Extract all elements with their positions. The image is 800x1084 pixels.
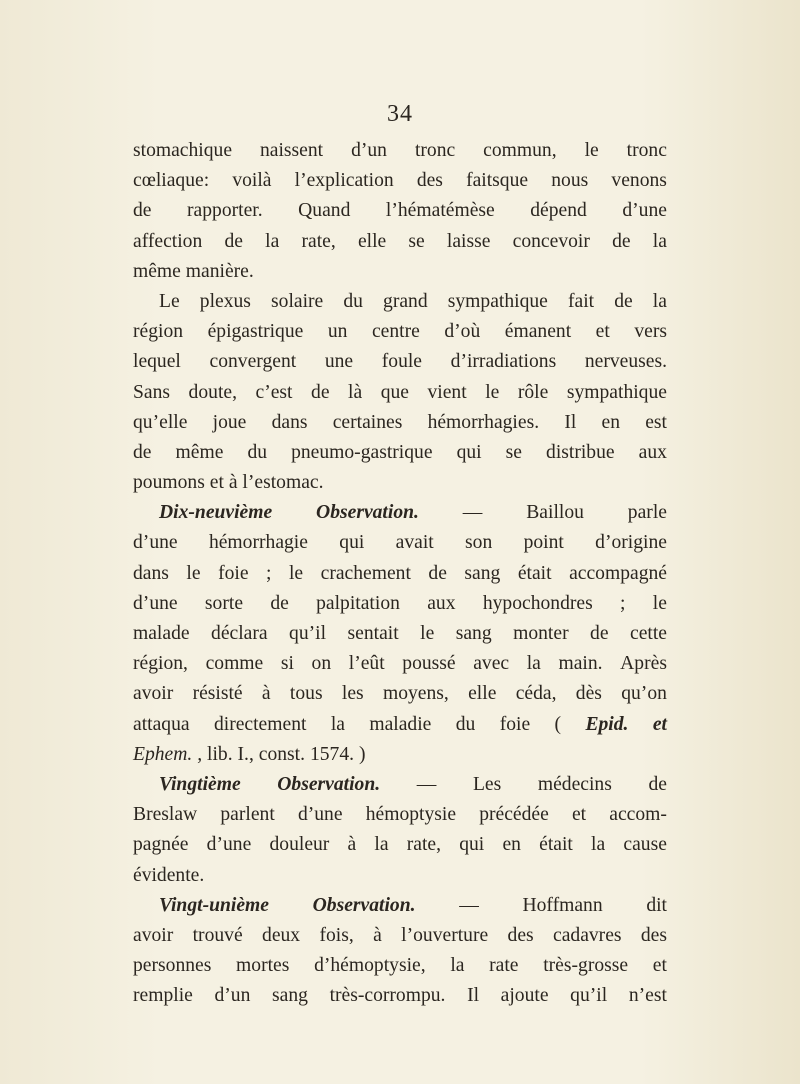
word: — [416,773,437,795]
word: d’une [206,834,252,856]
word: const. [258,743,306,765]
word: rôle [517,381,549,403]
word: ( [554,713,562,735]
word: aux [638,441,667,463]
text-line [133,679,667,709]
word: poussé [402,653,456,675]
word: avoir [133,924,174,946]
word: une [324,351,354,373]
italic-word: Observation. [312,894,416,916]
word: avoir [133,683,174,705]
word: à [261,683,271,705]
text-line [133,619,667,649]
word: aux [427,592,456,614]
word: centre [371,321,420,343]
word: épigastrique [207,321,304,343]
word: Le [159,290,180,312]
word: cadavres [553,924,622,946]
word: qui [339,532,365,554]
word: la [374,834,389,856]
text-line [133,438,667,468]
word: d’où [444,321,481,343]
word: parlent [220,804,275,826]
word: l’eût [348,653,385,675]
text-line [133,921,667,951]
word: venons [611,170,667,192]
word: rapporter. [187,200,263,222]
word: Hoffmann [522,894,603,916]
word: 1574. [309,743,355,765]
word: précédée [479,804,549,826]
word: dépend [530,200,587,222]
word: rate [489,955,519,977]
word: vient [427,381,467,403]
text-line [133,559,667,589]
word: qui [459,834,485,856]
word: la [450,955,465,977]
word: faitsque [466,170,529,192]
word: ; [620,592,626,614]
word: qu’on [621,683,667,705]
word: accompagné [569,562,667,584]
word: hypochondres [482,592,593,614]
text-line [133,589,667,619]
word: deux [262,924,301,946]
word: convergent [209,351,297,373]
word: le [652,592,667,614]
word: la [330,713,345,735]
italic-word: Ephem. [133,743,193,765]
word: émanent [504,321,572,343]
word: d’une [133,532,178,554]
word: joue [212,411,247,433]
word: à [347,834,357,856]
text-line [133,498,667,528]
word: Après [620,653,667,675]
word: de [612,230,631,252]
italic-word: Observation. [277,773,381,795]
word: tronc [626,140,667,161]
word: directement [213,713,307,735]
word: pneumo-gastrique [291,441,433,463]
word: personnes [133,955,212,977]
italic-word: Observation. [316,502,419,524]
word: parle [627,502,667,524]
word: foie [499,713,531,735]
word: des [416,170,443,192]
italic-word: Epid. [585,713,629,735]
word: dans [271,411,308,433]
word: Les [472,773,502,795]
word: — [459,894,479,916]
word: et [209,472,224,494]
body-text [133,136,667,1011]
word: évidente. [133,864,205,886]
word: on [311,653,332,675]
word: la [526,653,541,675]
italic-word: Dix-neuvième [159,502,273,524]
word: l’explication [294,170,394,192]
word: malade [133,623,190,644]
word: des [507,924,534,946]
word: était [517,562,552,584]
word: l’hématémèse [385,200,495,222]
text-line [133,196,667,226]
word: les [341,683,364,705]
text-line [133,257,667,287]
word: même [133,260,181,282]
word: sang [464,562,501,584]
word: Quand [298,200,351,222]
word: du [247,441,268,463]
word: poumons [133,472,205,494]
word: du [343,290,363,312]
word: cette [630,623,667,644]
word: hémorrhagie [208,532,308,554]
word: crachement [320,562,411,584]
word: le [485,381,500,403]
word: même [175,441,224,463]
word: son [465,532,493,554]
word: résisté [192,683,243,705]
word: très-corrompu. [329,985,446,1007]
word: en [502,834,521,856]
word: ) [358,743,366,765]
word: affection [133,230,203,252]
word: l’estomac. [242,472,324,494]
text-line [133,800,667,830]
word: sorte [204,592,244,614]
word: est [645,411,667,433]
word: d’hémoptysie, [314,955,426,977]
word: de [133,441,152,463]
word: tous [289,683,323,705]
word: stomachique [133,140,233,161]
word: si [280,653,294,675]
word: tronc [414,140,456,161]
word: qu’elle [133,411,188,433]
word: de [614,290,633,312]
word: rate, [406,834,442,856]
word: et [595,321,610,343]
word: elle [357,230,387,252]
word: commun, [483,140,557,161]
text-line [133,740,667,770]
word: sympathique [447,290,548,312]
word: Breslaw [133,804,198,826]
word: de [648,773,667,795]
word: palpitation [316,592,400,614]
word: rate, [301,230,336,252]
text-line [133,891,667,921]
word: de [590,623,609,644]
word: très-grosse [543,955,629,977]
word: était [539,834,573,856]
word: un [327,321,348,343]
word: sang [455,623,492,644]
word: la [652,290,667,312]
word: distribue [546,441,615,463]
text-line [133,981,667,1011]
word: sentait [347,623,399,644]
text-line [133,649,667,679]
word: d’une [297,804,343,826]
word: d’origine [595,532,667,554]
word: pagnée [133,834,189,856]
word: dit [646,894,667,916]
text-line [133,317,667,347]
word: mortes [236,955,290,977]
word: point [523,532,564,554]
word: c’est [255,381,293,403]
text-line [133,830,667,860]
word: d’irradiations [450,351,557,373]
text-line [133,528,667,558]
word: la [591,834,606,856]
word: région [133,321,184,343]
word: à [228,472,238,494]
word: là [348,381,363,403]
word: comme [205,653,264,675]
text-line [133,770,667,800]
word: Baillou [526,502,584,524]
text-line [133,861,667,891]
word: doute, [188,381,237,403]
page-number: 34 [387,101,413,127]
italic-word: et [652,713,667,735]
word: en [601,411,621,433]
word: foule [381,351,423,373]
word: monter [513,623,569,644]
text-line [133,710,667,740]
word: dans [133,562,169,584]
word: la [652,230,667,252]
word: grand [383,290,428,312]
word: qui [456,441,482,463]
text-line [133,227,667,257]
word: de [311,381,330,403]
word: Il [467,985,480,1007]
word: avec [473,653,510,675]
word: concevoir [512,230,590,252]
word: se [505,441,522,463]
word: voilà [232,170,272,192]
word: médecins [537,773,612,795]
word: manière. [185,260,254,282]
word: qu’il [289,623,327,644]
word: hémorrhagies. [427,411,540,433]
word: le [186,562,201,584]
word: céda, [515,683,557,705]
word: douleur [269,834,330,856]
word: — [462,502,483,524]
word: accom- [609,804,667,826]
word: se [408,230,425,252]
word: maladie [369,713,432,735]
text-line [133,287,667,317]
word: et [571,804,587,826]
word: que [380,381,409,403]
word: l’ouverture [401,924,489,946]
word: fait [567,290,595,312]
text-line [133,951,667,981]
word: laisse [446,230,491,252]
word: moyens, [382,683,449,705]
word: le [584,140,599,161]
word: elle [468,683,497,705]
word: cœliaque: [133,170,210,192]
word: attaqua [133,713,190,735]
text-line [133,468,667,498]
word: déclara [211,623,268,644]
word: Il [564,411,577,433]
text-line [133,347,667,377]
word: naissent [259,140,324,161]
word: d’un [351,140,387,161]
word: nerveuses. [584,351,667,373]
word: sang [272,985,308,1007]
text-line [133,378,667,408]
word: cause [623,834,667,856]
word: des [640,924,667,946]
word: n’est [628,985,667,1007]
word: main. [558,653,603,675]
word: sympathique [566,381,667,403]
italic-word: Vingt-unième [159,894,269,916]
word: ajoute [500,985,549,1007]
word: d’une [133,592,178,614]
word: de [224,230,243,252]
word: remplie [133,985,193,1007]
word: région, [133,653,188,675]
word: foie [218,562,249,584]
word: de [270,592,289,614]
word: I., [237,743,254,765]
text-line [133,136,667,166]
word: fois, [319,924,354,946]
word: dès [575,683,602,705]
word: avait [395,532,434,554]
word: certaines [332,411,403,433]
word: la [265,230,280,252]
word: ; [266,562,272,584]
word: lib. [207,743,233,765]
word: et [652,955,667,977]
text-line [133,408,667,438]
text-line [133,166,667,196]
word: lequel [133,351,181,373]
word: trouvé [192,924,243,946]
word: le [288,562,304,584]
word: nous [551,170,589,192]
word: le [420,623,435,644]
italic-word: , [197,743,203,765]
word: à [373,924,382,946]
word: d’un [214,985,251,1007]
word: d’une [622,200,667,222]
word: qu’il [570,985,608,1007]
word: vers [634,321,667,343]
word: du [455,713,476,735]
word: Sans [133,381,171,403]
word: plexus [199,290,251,312]
word: solaire [271,290,324,312]
word: hémoptysie [365,804,457,826]
word: de [133,200,152,222]
italic-word: Vingtième [159,773,241,795]
word: de [428,562,447,584]
